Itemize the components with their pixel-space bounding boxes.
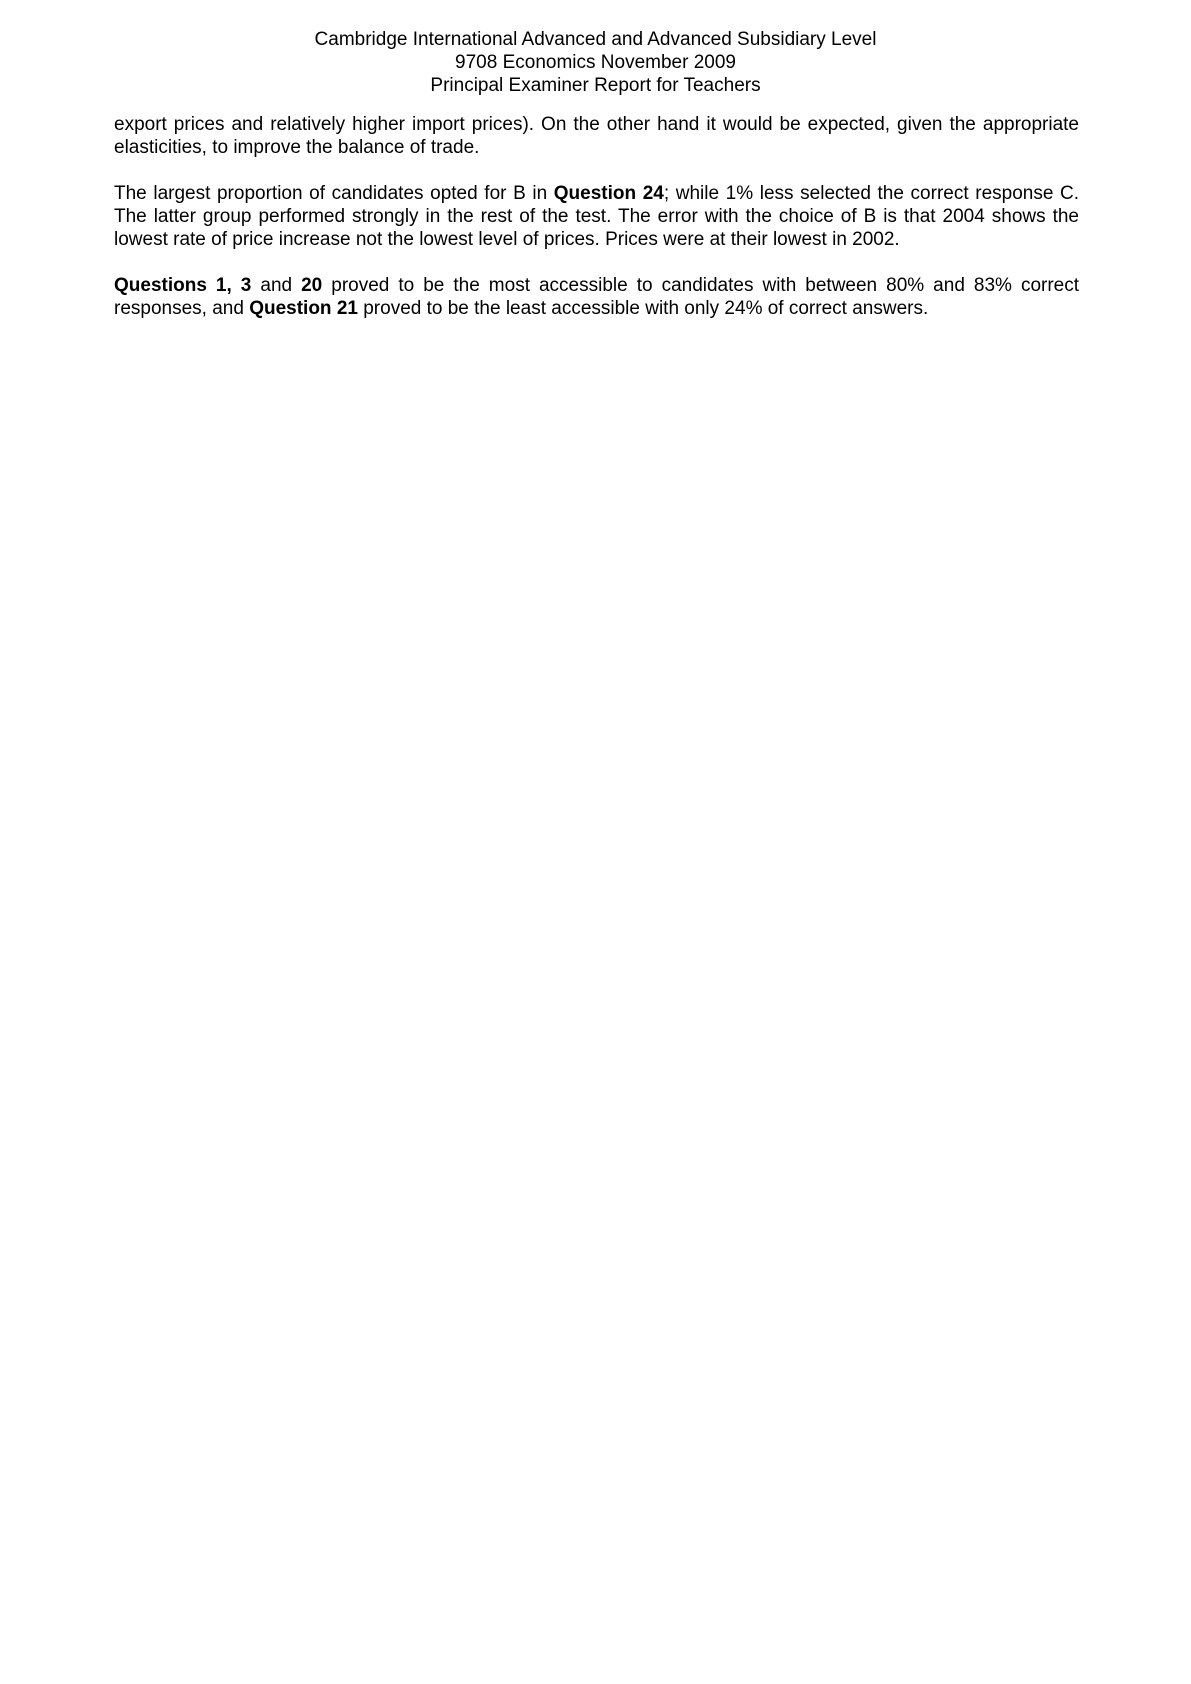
header-exam-level: Cambridge International Advanced and Advanced Subsidiary Level [314,29,877,50]
question-reference: Questions 1, 3 [114,275,252,296]
question-reference: 20 [301,275,323,296]
paragraph-text-segment: proved to be the least accessible with only 24% of correct answers. [357,298,929,319]
question-reference: Question 21 [249,298,358,319]
paragraph-text: export prices and relatively higher import prices). On the other hand it would be expected, given the appropriate elasticities, to improve the balance of trade. [114,114,1079,158]
report-body [114,113,1079,343]
paragraph-text-segment: ; while 1% less selected the correct response C. The latter group performed strongly in the rest of the test. The error with the choice of B is that 2004 shows the lowest rate of price increase not the lowest level of prices. Prices were at their lowest in 2002. [114,183,1080,250]
paragraph-text-segment: and [251,275,302,296]
paragraph-text-segment: The largest proportion of candidates opted for B in [114,183,554,204]
paragraph-text-segment: proved to be the most accessible to candidates with between 80% and 83% correct responses, and [114,275,1080,319]
page-header [0,28,1191,97]
paragraph-balance-of-trade [114,113,1079,159]
header-subject-session: 9708 Economics November 2009 [455,52,736,73]
paragraph-question-24 [114,182,1079,251]
question-reference: Question 24 [553,183,664,204]
paragraph-accessibility [114,274,1079,320]
header-report-title: Principal Examiner Report for Teachers [430,75,761,96]
